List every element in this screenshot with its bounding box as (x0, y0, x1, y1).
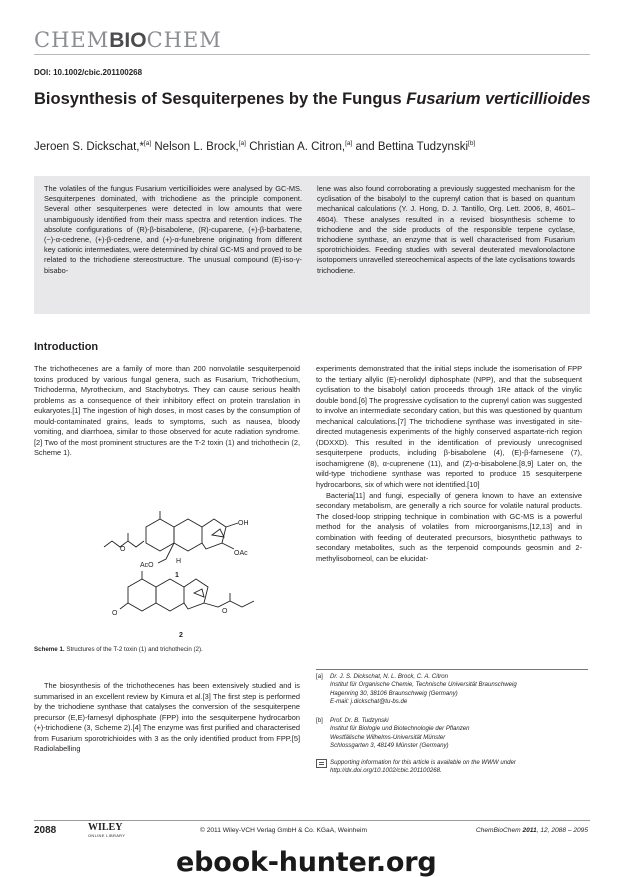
epoxide (212, 529, 224, 537)
body-paragraph: experiments demonstrated that the initial steps include the isomerisation of FPP to the tertiary allylic (E)-nerolidyl diphosphate (NPP), and that the subsequent cyclisation to the bisabolyl cation proceeds through 1Re attack of the vinylic double bond.[6] The progressive cyclisation to the cuprenyl cation was suggested to involve an intermediate secondary cation, but this was questioned by quantum mechanical calculations.[7] The trichodiene synthase was investigated in site-directed mutagenesis experiments of the highly conserved aspartate-rich region (DDXXD). This resulted in the identification of previously unrecognised sesquiterpene products, including β-bisabolene (4), (E)-β-farnesene (7), isochamigrene (8), α-cuprenene (11), and (Z)-α-bisabolene.[8,9] Later on, the wild-type trichodiene synthase was reported to produce 15 sesquiterpene hydrocarbons, six of which were not identified.[10] (316, 364, 582, 490)
section-heading-introduction: Introduction (34, 341, 99, 353)
affiliation-b: [b] Prof. Dr. B. Tudzynski Institut für Biologie und Biotechnologie der Pflanzen Westfälische Wilhelms-Universität Münster Schlossgarten 3, 48149 Münster (Germany) (316, 717, 470, 749)
body-paragraph: Bacteria[11] and fungi, especially of genera known to have an extensive secondary metabolism, are generally a rich source for volatile natural products. The closed-loop stripping technique in combination with GC-MS is a powerful method for the analysis of volatiles from microorganisms,[12,13] and in combination with feeding of deuterated precursors, biosynthetic pathways to secondary metabolites, such as the terpenoid compounds geosmin and 2-methylisoborneol, can be elucidat- (316, 490, 582, 563)
author: Jeroen S. Dickschat,* (34, 141, 144, 153)
affiliation-a: [a] Dr. J. S. Dickschat, N. L. Brock, C. A. Citron Institut für Organische Chemie, Technische Universität Braunschweig Hagenring 30, 38106 Braunschweig (Germany) E-mail: j.dickschat@tu-bs.de (316, 673, 588, 706)
author: Nelson L. Brock, (154, 141, 239, 153)
label-o: O (120, 546, 126, 553)
watermark: ebook-hunter.org (176, 847, 437, 877)
journal-citation: ChemBioChem 2011, 12, 2088 – 2095 (475, 827, 588, 834)
body-paragraph: The trichothecenes are a family of more than 200 nonvolatile sesquiterpenoid toxins produced by various fungal genera, such as Fusarium, Trichothecium, Trichoderma, Myrothecium, and Stachybotrys. They can cause serious health problems as a consequence of their inhibitory effect on protein translation in eukaryotes.[1] The ingestion of high doses, in most cases by the consumption of mould-contaminated grains, leads to symptoms, such as nausea, bloody vomiting, and diarrhoea, similar to those observed for acute radiation syndrome.[2] Two of the most prominent structures are the T-2 toxin (1) and trichothecin (2, Scheme 1). (34, 364, 300, 458)
ring-b-2 (156, 579, 184, 611)
compound-number: 2 (179, 632, 183, 639)
acetoxymethyl-bond (158, 543, 174, 563)
ring-b (174, 519, 202, 551)
compound-number: 1 (175, 572, 179, 579)
author-list: Jeroen S. Dickschat,*[a] Nelson L. Brock,[a] Christian A. Citron,[a] and Bettina Tudzynski[b] (34, 140, 476, 153)
author: Christian A. Citron, (249, 141, 346, 153)
epoxide-2 (194, 589, 204, 597)
article-title: Biosynthesis of Sesquiterpenes by the Fungus Fusarium verticillioides (34, 90, 591, 108)
oac-bond (222, 543, 234, 549)
label-h: H (176, 558, 182, 565)
supporting-info[interactable]: Supporting information for this article is available on the WWW under http://dx.doi.org/10.1002/cbic.201100268. (316, 759, 588, 776)
body-column-right (316, 364, 582, 564)
scheme-caption: Scheme 1. Structures of the T-2 toxin (1) and trichothecin (2). (34, 646, 203, 653)
author: and Bettina Tudzynski (355, 141, 469, 153)
copyright: © 2011 Wiley-VCH Verlag GmbH & Co. KGaA, Weinheim (200, 827, 367, 834)
affiliation-divider (316, 669, 588, 670)
label-aco: AcO (140, 562, 154, 569)
page-number: 2088 (34, 825, 57, 836)
ketone-bond (120, 603, 128, 609)
body-paragraph: The biosynthesis of the trichothecenes has been extensively studied and is summarised in an excellent review by Kimura et al.[3] The first step is performed by the trichodiene synthase that catalyses the conversion of the sesquiterpene precursor (E,E)-farnesyl diphosphate (FPP) into the sesquiterpene hydrocarbon (+)-trichodiene (3, Scheme 2).[4] The enzyme was first purified and characterised from Fusarium sporotrichioides with 3 as the only identified product from FPP.[5] Radiolabelling (34, 681, 300, 754)
label-o: O (112, 610, 118, 617)
email-link[interactable]: E-mail: j.dickschat@tu-bs.de (330, 697, 408, 705)
wiley-logo[interactable]: WILEY ONLINE LIBRARY (88, 822, 126, 838)
footer-divider (34, 820, 590, 821)
abstract-text-left: The volatiles of the fungus Fusarium verticillioides were analysed by GC-MS. Sesquiterpenes dominated, with trichodiene as the principle component. Several other sesquiterpenes were detected in low amounts that were unambiguously identified from their mass spectra and retention indices. The absolute configurations of (R)-β-bisabolene, (R)-cuparene, (+)-β-barbatene, (−)-α-cedrene, (+)-β-cedrene, and (+)-α-funebrene originating from different key cationic intermediates, were determined by chiral GC-MS and proved to be related to the trichodiene stereostructure. The unusual compound (E)-iso-γ-bisabo- (44, 184, 302, 275)
ester-chain-2 (204, 601, 254, 607)
oh-bond (226, 523, 238, 527)
ring-a-2 (128, 579, 156, 611)
label-o: O (222, 608, 228, 615)
ring-a (146, 519, 174, 551)
journal-logo: CHEMBIOCHEM (34, 28, 222, 52)
scheme-1-structures (34, 505, 300, 641)
header-divider (34, 54, 590, 55)
label-oh: OH (238, 520, 249, 527)
abstract-text-right: lene was also found corroborating a previously suggested mechanism for the cyclisation of the bisabolyl to the cuprenyl cation that is based on quantum mechanical calculations (Y. J. Hong, D. J. Tantillo, Org. Lett. 2006, 8, 4601–4604). These analyses resulted in a revised biosynthesis scheme to trichodiene and the side products of the responsible terpene cyclase, trichodiene synthase, an enzyme that is well characterised from Fusarium sporotrichioides. Feeding studies with several deuterated mevalonolactone isotopomers unravelled stereochemical aspects of the late cyclisations towards trichodiene. (317, 184, 575, 275)
doi[interactable]: DOI: 10.1002/cbic.201100268 (34, 68, 143, 77)
supporting-info-icon (316, 759, 327, 768)
label-oac: OAc (234, 550, 248, 557)
